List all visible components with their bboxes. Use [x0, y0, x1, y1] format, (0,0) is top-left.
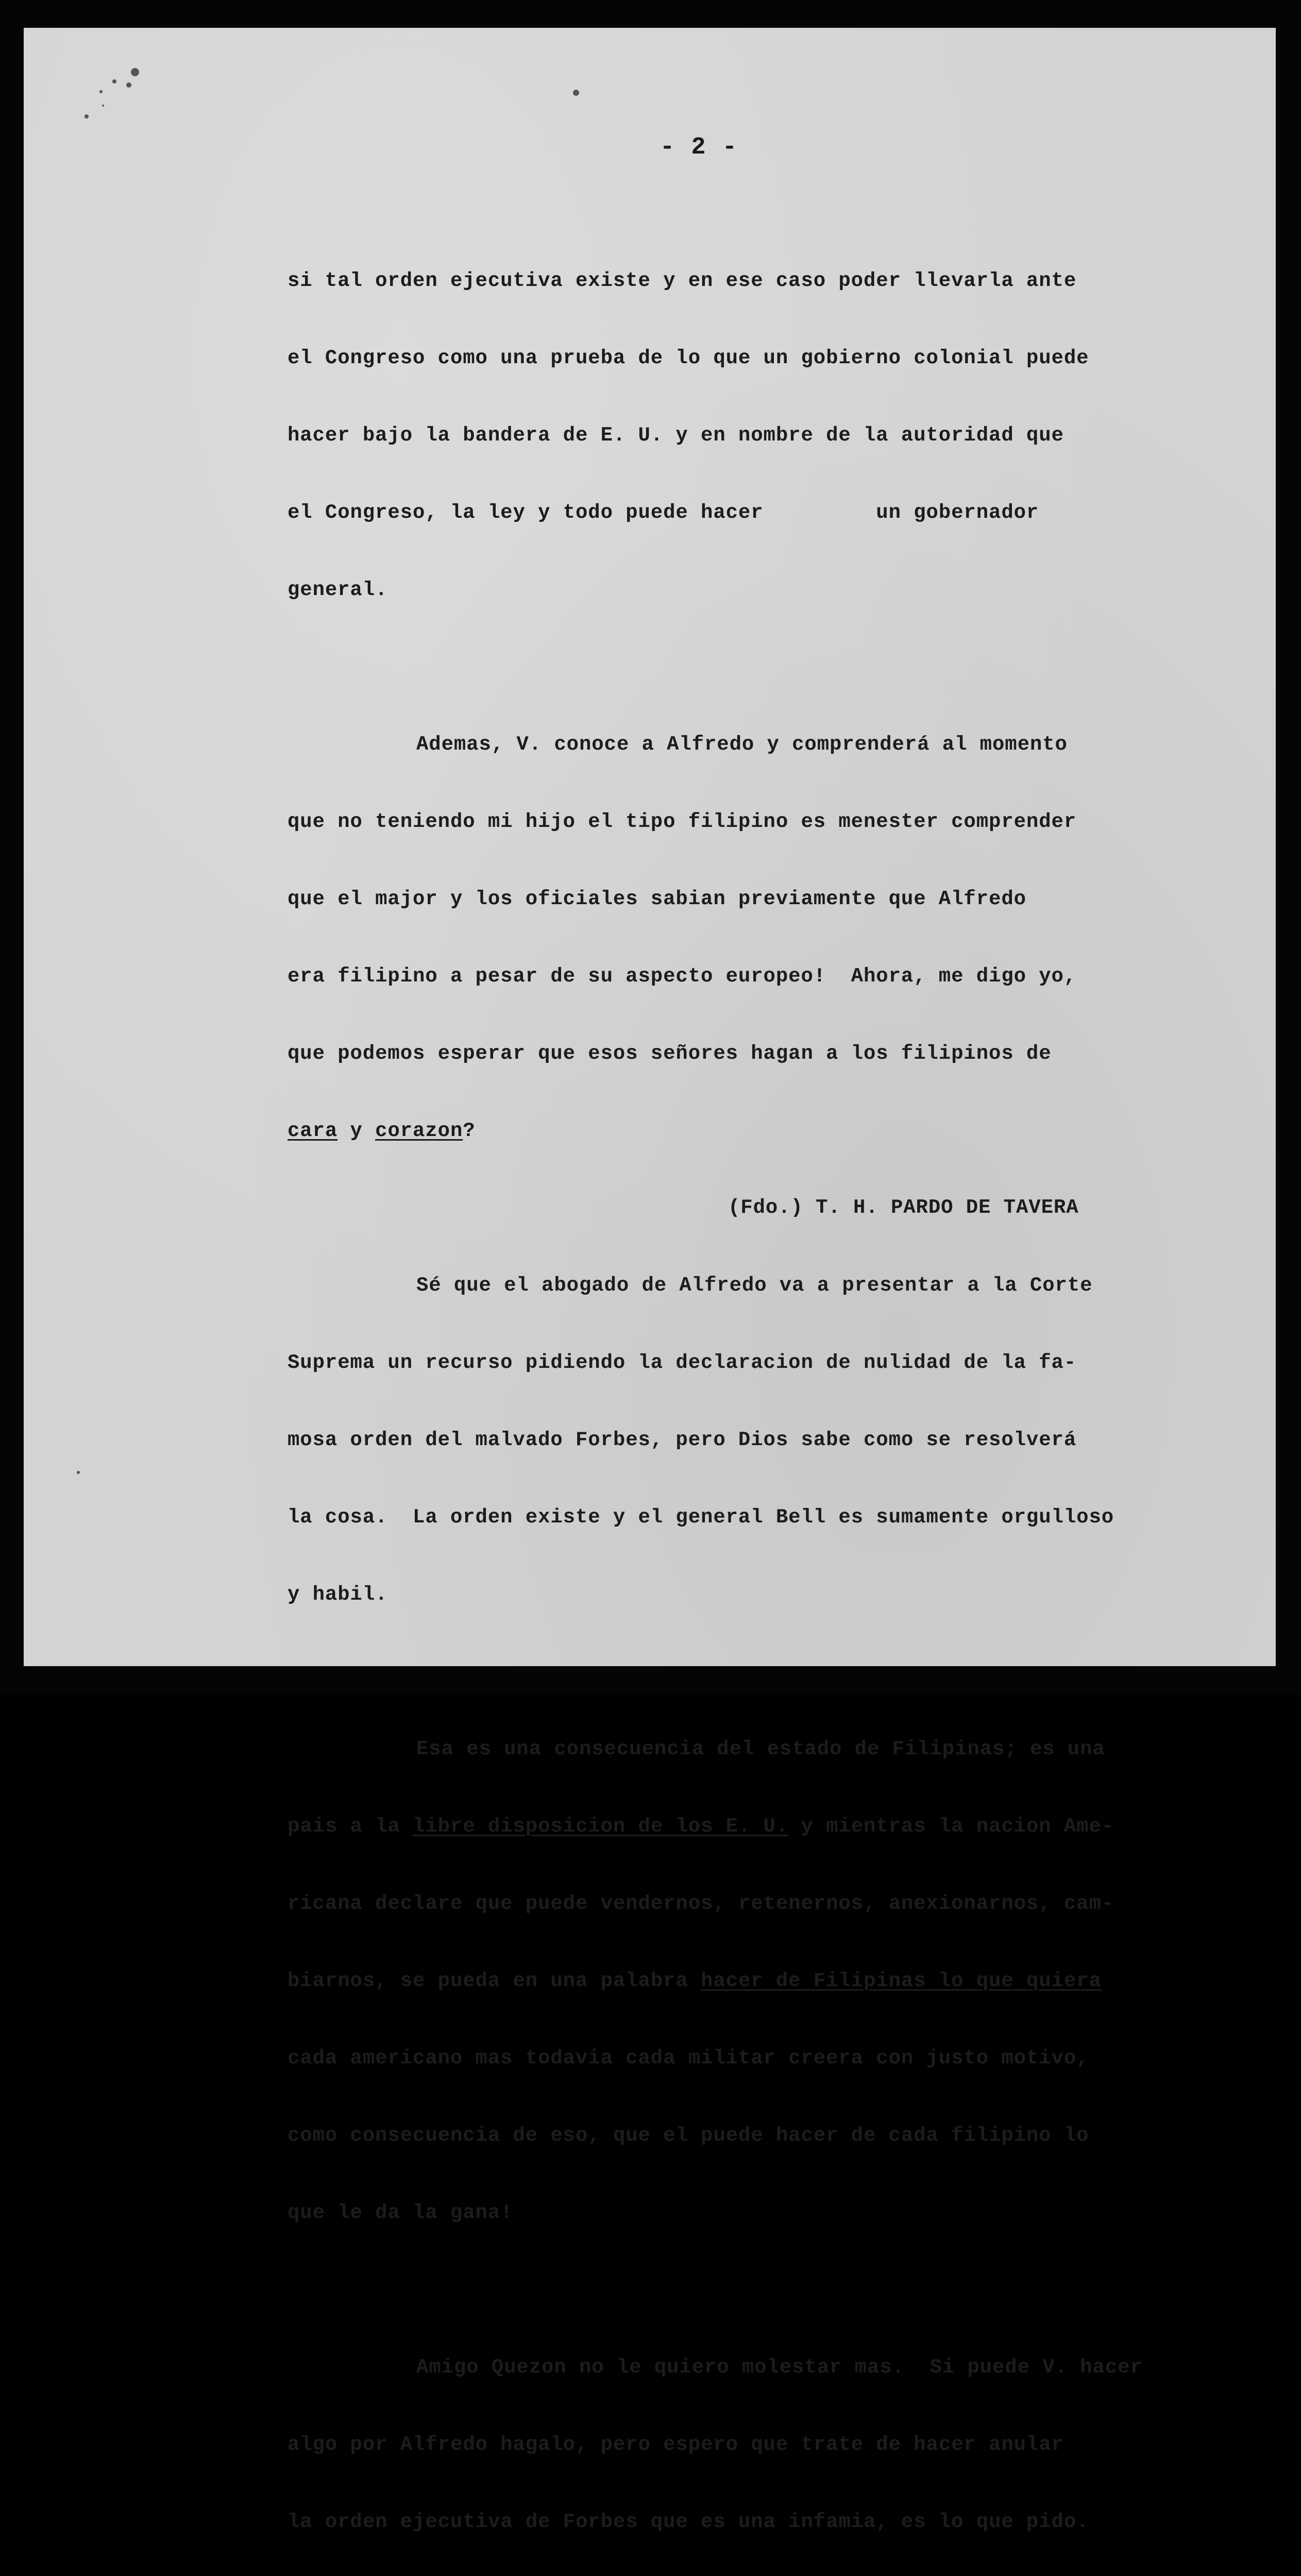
- text-line: mosa orden del malvado Forbes, pero Dios sabe como se resolverá: [288, 1429, 1077, 1451]
- text-fragment: ?: [463, 1120, 476, 1142]
- paragraph-5: [288, 2303, 1194, 2576]
- letter-body: [288, 216, 1194, 2576]
- text-line: el Congreso, la ley y todo puede hacer un gobernador: [288, 501, 1039, 524]
- page-number: - 2 -: [660, 134, 738, 161]
- text-line: era filipino a pesar de su aspecto europeo! Ahora, me digo yo,: [288, 965, 1077, 988]
- text-line: ricana declare que puede vendernos, retenernos, anexionarnos, cam-: [288, 1892, 1114, 1915]
- text-fragment: y: [337, 1120, 376, 1142]
- text-line: Suprema un recurso pidiendo la declaracion de nulidad de la fa-: [288, 1351, 1077, 1374]
- paragraph-2: [288, 680, 1194, 1195]
- text-line: el Congreso como una prueba de lo que un gobierno colonial puede: [288, 347, 1089, 369]
- text-line: [288, 1118, 1194, 1144]
- text-line: la cosa. La orden existe y el general Bell es sumamente orgulloso: [288, 1506, 1114, 1529]
- text-line: como consecuencia de eso, que el puede hacer de cada filipino lo: [288, 2124, 1089, 2147]
- underlined-text: libre disposicion de los E. U.: [413, 1815, 789, 1838]
- text-fragment: biarnos, se pueda en una palabra: [288, 1970, 701, 1992]
- text-line: general.: [288, 579, 388, 601]
- text-line: que no teniendo mi hijo el tipo filipino es menester comprender: [288, 810, 1077, 833]
- paragraph-4: [288, 1685, 1194, 2277]
- underlined-text: cara: [288, 1120, 338, 1142]
- text-line: si tal orden ejecutiva existe y en ese caso poder llevarla ante: [288, 269, 1077, 292]
- text-line: Sé que el abogado de Alfredo va a presentar a la Corte: [416, 1274, 1093, 1297]
- text-fragment: pais a la: [288, 1815, 413, 1838]
- text-line: que podemos esperar que esos señores hagan a los filipinos de: [288, 1042, 1052, 1065]
- text-line: [288, 1814, 1194, 1839]
- text-line: Amigo Quezon no le quiero molestar mas. Si puede V. hacer: [416, 2356, 1143, 2379]
- underlined-text: corazon: [375, 1120, 463, 1142]
- text-line: Ademas, V. conoce a Alfredo y comprenderá al momento: [416, 733, 1068, 756]
- text-line: cada americano mas todavia cada militar creera con justo motivo,: [288, 2047, 1089, 2070]
- text-line: que le da la gana!: [288, 2201, 513, 2224]
- text-line: la orden ejecutiva de Forbes que es una infamia, es lo que pido.: [288, 2511, 1089, 2533]
- text-fragment: y mientras la nacion Ame-: [788, 1815, 1114, 1838]
- text-line: hacer bajo la bandera de E. U. y en nombre de la autoridad que: [288, 424, 1064, 447]
- paragraph-3: [288, 1221, 1194, 1659]
- document-page: [24, 28, 1276, 2533]
- text-line: y habil.: [288, 1583, 388, 1606]
- underlined-text: hacer de Filipinas lo que quiera: [701, 1970, 1102, 1992]
- paragraph-1: [288, 216, 1194, 654]
- text-line: algo por Alfredo hagalo, pero espero que trate de hacer anular: [288, 2433, 1064, 2456]
- signature-line: (Fdo.) T. H. PARDO DE TAVERA: [728, 1196, 1079, 1219]
- text-line: que el major y los oficiales sabian previamente que Alfredo: [288, 888, 1026, 910]
- text-line: [288, 1968, 1194, 1994]
- text-line: Esa es una consecuencia del estado de Filipinas; es una: [416, 1738, 1105, 1760]
